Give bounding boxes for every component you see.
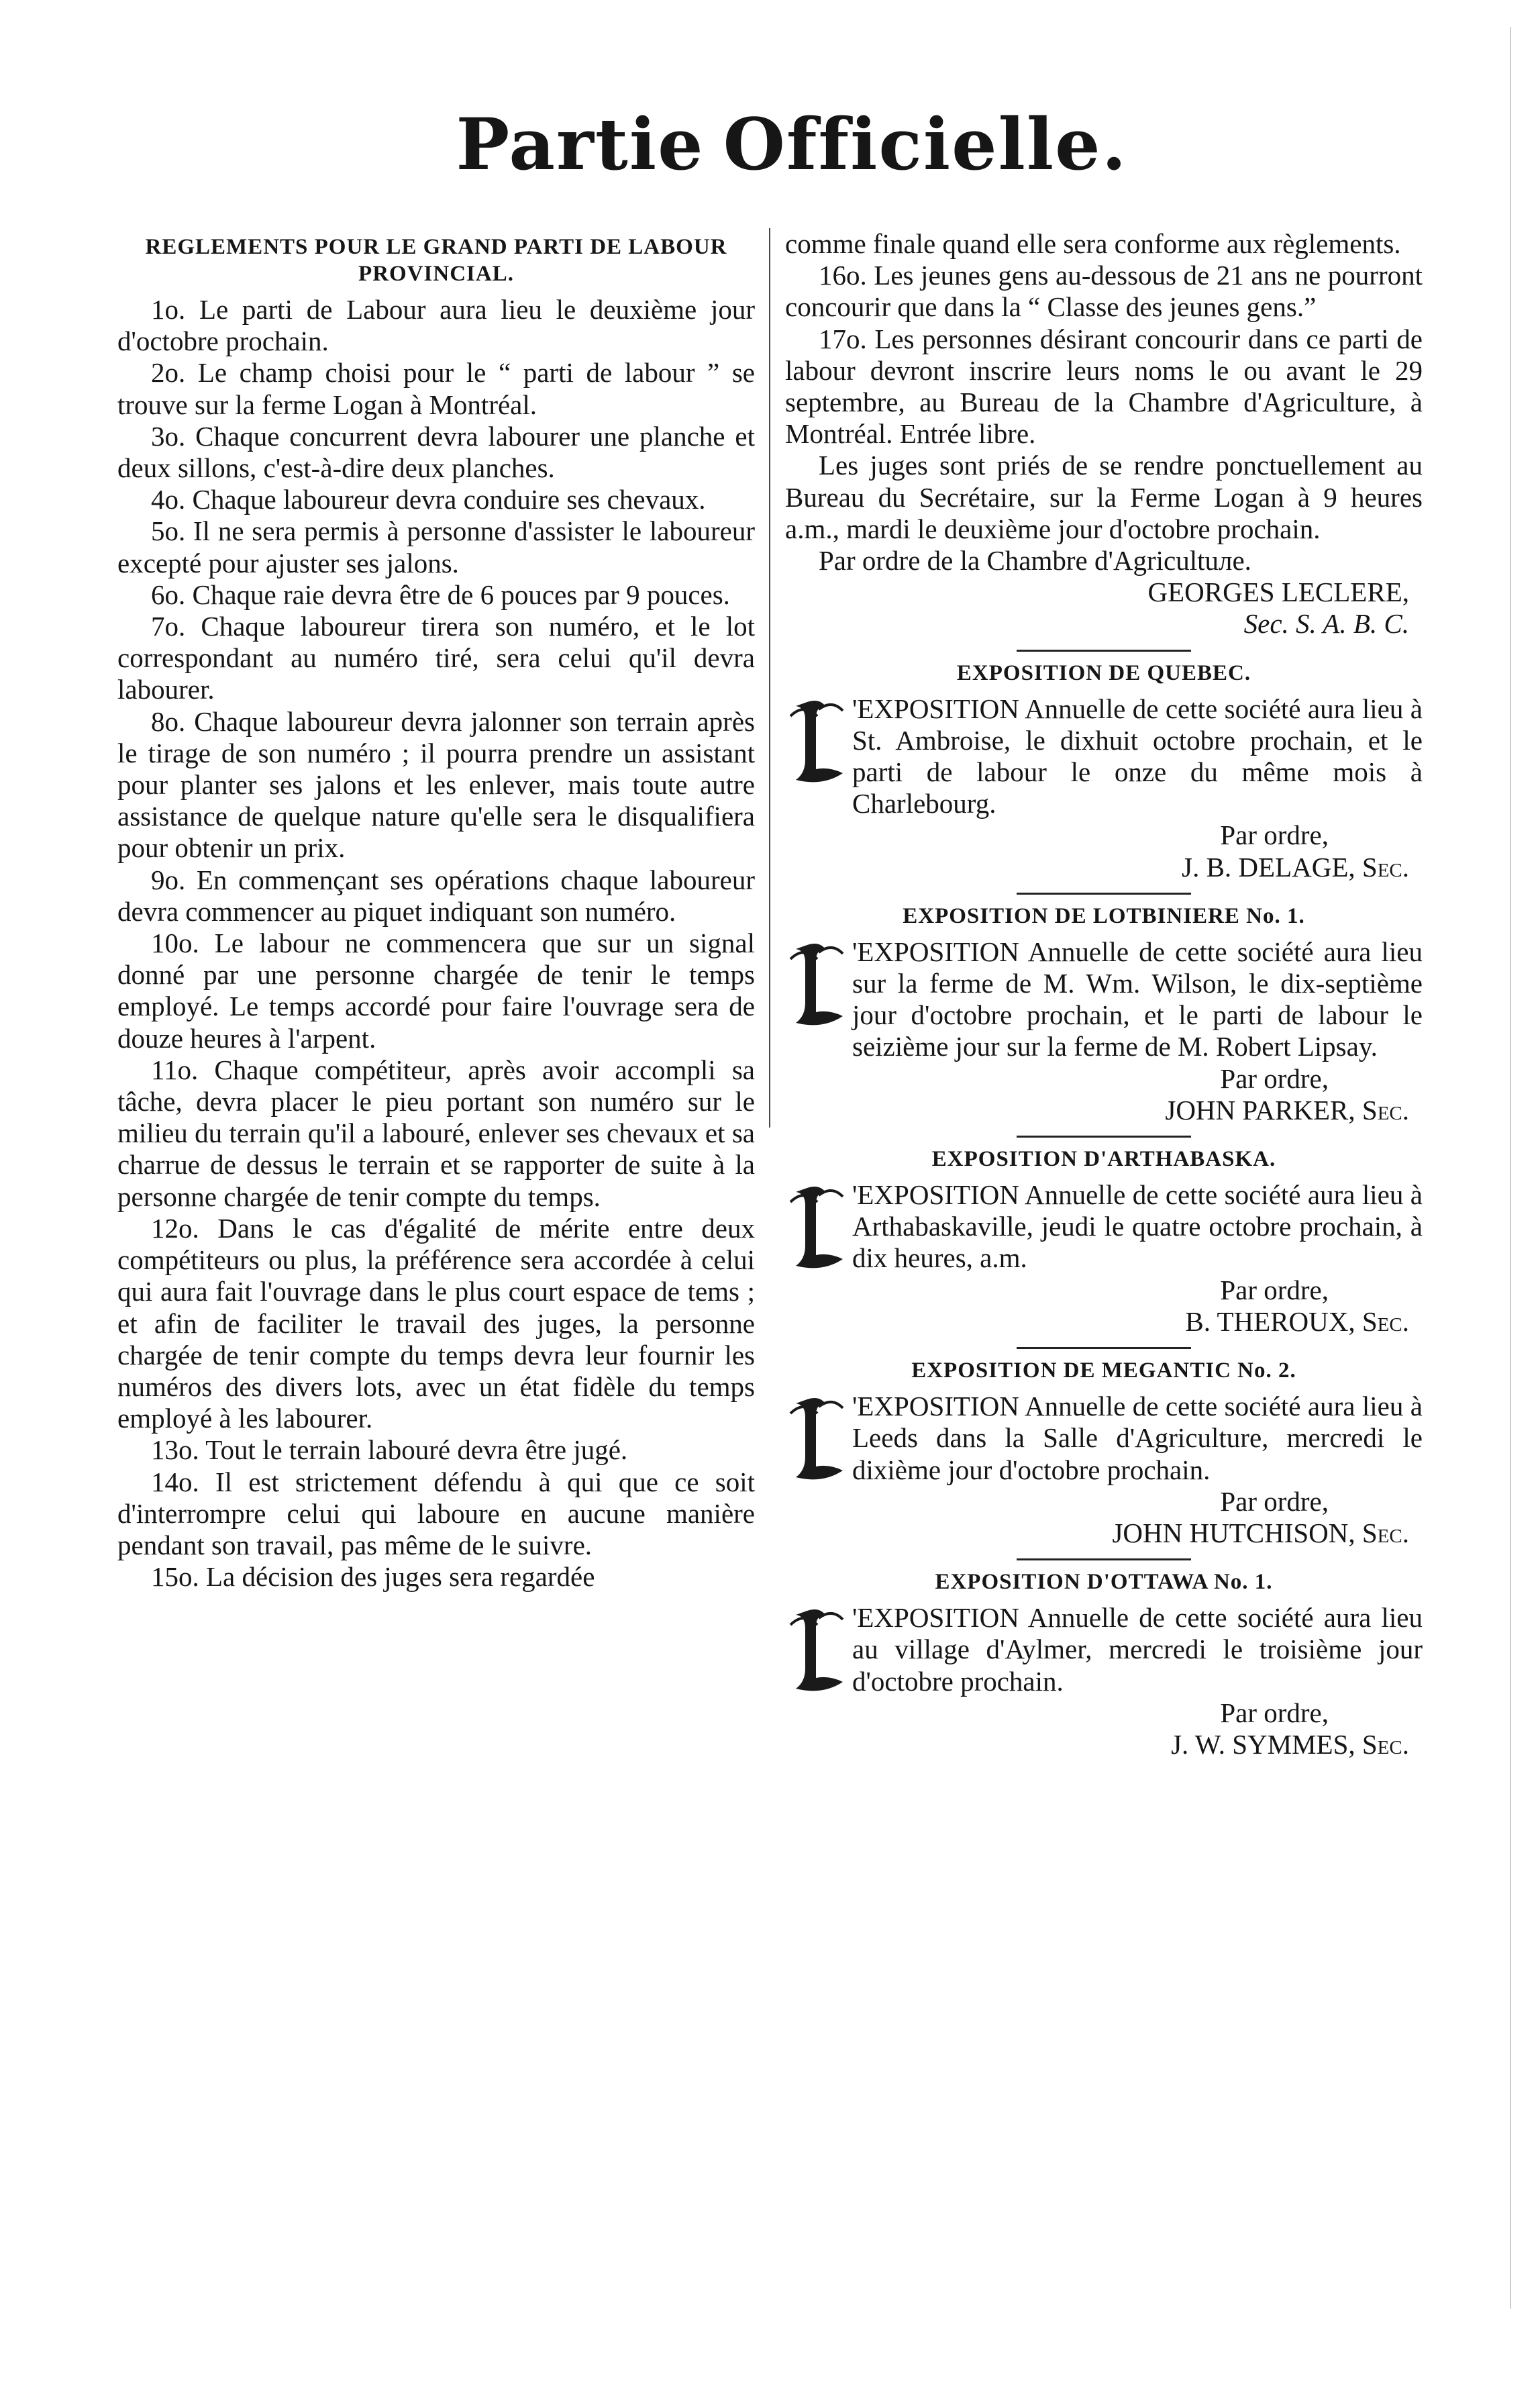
rules-heading: REGLEMENTS POUR LE GRAND PARTI DE LABOUR PROVINCIAL. — [145, 235, 727, 286]
ornamental-l-icon — [785, 1605, 848, 1697]
rule-16: 16o. Les jeunes gens au-dessous de 21 ans ne pourront concourir que dans la “ Classe des jeunes gens.” — [785, 260, 1423, 323]
section-rule — [1017, 650, 1191, 652]
right-column — [785, 228, 1423, 1760]
section-rule — [1017, 1558, 1191, 1560]
rule-8: 8o. Chaque laboureur devra jalonner son terrain après le tirage de son numéro ; il pourra prendre un assistant pour planter ses jalons et les enlever, mais toute autre assistance de quelque nature qu'elle sera le disqualifiera pour obtenir un prix. — [117, 705, 755, 864]
chamber-signer-title: Sec. S. A. B. C. — [1243, 608, 1409, 640]
column-divider — [769, 228, 770, 1128]
notice-body: 'EXPOSITION Annuelle de cette société aura lieu à Leeds dans la Salle d'Agriculture, mercredi le dixième jour d'octobre prochain. — [852, 1391, 1423, 1485]
header-left-word: Partie — [456, 102, 705, 186]
notice-signature: JOHN PARKER, Sec. — [1165, 1094, 1409, 1126]
notice-body: 'EXPOSITION Annuelle de cette société aura lieu à St. Ambroise, le dixhuit octobre prochain, et le parti de labour le onze du même mois à Charlebourg. — [852, 693, 1423, 819]
rule-11: 11o. Chaque compétiteur, après avoir accompli sa tâche, devra placer le pieu portant son numéro sur le milieu du terrain qu'il a labouré, enlever ses chevaux et sa charrue de dessus le terrain et se rapporter de suite à la personne chargée de tenir compte du temps. — [117, 1054, 755, 1212]
ornamental-l-icon — [785, 939, 848, 1032]
notice-par-ordre: Par ordre, — [1220, 1062, 1329, 1094]
notice-heading: EXPOSITION D'ARTHABASKA. — [931, 1147, 1276, 1172]
notice-signature: JOHN HUTCHISON, Sec. — [1112, 1517, 1409, 1548]
rule-2: 2o. Le champ choisi pour le “ parti de labour ” se trouve sur la ferme Logan à Montréal. — [117, 357, 755, 420]
page-header — [456, 67, 1128, 221]
judges-notice: Les juges sont priés de se rendre ponctuellement au Bureau du Secrétaire, sur la Ferme Logan à 9 heures a.m., mardi le deuxième jour d'octobre prochain. — [785, 450, 1423, 544]
section-rule — [1017, 1136, 1191, 1138]
notice-body: 'EXPOSITION Annuelle de cette société aura lieu au village d'Aylmer, mercredi le troisième jour d'octobre prochain. — [852, 1602, 1423, 1697]
chamber-order: Par ordre de la Chambre d'Agricultuле. — [819, 545, 1251, 577]
notice-par-ordre: Par ordre, — [1220, 1485, 1329, 1517]
rule-5: 5o. Il ne sera permis à personne d'assister le laboureur excepté pour ajuster ses jalons. — [117, 515, 755, 579]
rule-15: 15o. La décision des juges sera regardée — [151, 1561, 595, 1593]
section-rule — [1017, 1347, 1191, 1349]
page-edge-line — [1510, 27, 1511, 2309]
notice-lotbiniere — [785, 903, 1423, 1126]
notice-heading: EXPOSITION D'OTTAWA No. 1. — [935, 1570, 1273, 1595]
notice-megantic — [785, 1357, 1423, 1549]
rule-13: 13o. Tout le terrain labouré devra être jugé. — [151, 1434, 628, 1466]
rule-17: 17o. Les personnes désirant concourir dans ce parti de labour devront inscrire leurs noms le ou avant le 29 septembre, au Bureau de la Chambre d'Agriculture, à Montréal. Entrée libre. — [785, 323, 1423, 450]
rule-3: 3o. Chaque concurrent devra labourer une planche et deux sillons, c'est-à-dire deux planches. — [117, 420, 755, 484]
ornamental-l-icon — [785, 1182, 848, 1275]
notice-par-ordre: Par ordre, — [1220, 819, 1329, 851]
notice-signature: B. THEROUX, Sec. — [1185, 1305, 1409, 1337]
notice-body: 'EXPOSITION Annuelle de cette société aura lieu à Arthabaskaville, jeudi le quatre octobre prochain, à dix heures, a.m. — [852, 1179, 1423, 1274]
notice-body: 'EXPOSITION Annuelle de cette société aura lieu sur la ferme de M. Wm. Wilson, le dix-septième jour d'octobre prochain, et le parti de labour le seizième jour sur la ferme de M. Robert Lipsay. — [852, 936, 1423, 1062]
notice-heading: EXPOSITION DE MEGANTIC No. 2. — [911, 1358, 1296, 1383]
notice-arthabaska — [785, 1146, 1423, 1338]
notice-par-ordre: Par ordre, — [1220, 1697, 1329, 1728]
left-column — [117, 228, 755, 1593]
rule-9: 9o. En commençant ses opérations chaque laboureur devra commencer au piquet indiquant son numéro. — [117, 864, 755, 927]
notice-heading: EXPOSITION DE QUEBEC. — [956, 660, 1251, 685]
section-rule — [1017, 893, 1191, 895]
notice-ottawa — [785, 1568, 1423, 1760]
rule-10: 10o. Le labour ne commencera que sur un signal donné par une personne chargée de tenir le temps employé. Le temps accordé pour faire l'ouvrage sera de douze heures à l'arpent. — [117, 928, 755, 1054]
notice-signature: J. W. SYMMES, Sec. — [1171, 1728, 1409, 1760]
rule-12: 12o. Dans le cas d'égalité de mérite entre deux compétiteurs ou plus, la préférence sera accordée à celui qui aura fait l'ouvrage dans le plus court espace de tems ; et afin de faciliter le travail des juges, la personne chargée de tenir compte du temps devra leur fournir les numéros des divers lots, avec un état fidèle du temps employé à les labourer. — [117, 1212, 755, 1434]
chamber-signer-name: GEORGES LECLERE, — [1147, 577, 1409, 608]
rule-6: 6o. Chaque raie devra être de 6 pouces par 9 pouces. — [151, 579, 730, 610]
rule-7: 7o. Chaque laboureur tirera son numéro, et le lot correspondant au numéro tiré, sera celui qu'il devra labourer. — [117, 611, 755, 705]
notice-signature: J. B. DELAGE, Sec. — [1182, 851, 1409, 883]
header-right-word: Officielle. — [723, 102, 1128, 186]
notice-quebec — [785, 660, 1423, 883]
notice-par-ordre: Par ordre, — [1220, 1274, 1329, 1305]
rule-1: 1o. Le parti de Labour aura lieu le deuxième jour d'octobre prochain. — [117, 294, 755, 357]
rule-14: 14o. Il est strictement défendu à qui que ce soit d'interrompre celui qui laboure en aucune manière pendant son travail, pas même de le suivre. — [117, 1466, 755, 1560]
rule-4: 4o. Chaque laboureur devra conduire ses chevaux. — [151, 484, 706, 515]
rule-15-continuation: comme finale quand elle sera conforme aux règlements. — [785, 228, 1401, 259]
ornamental-l-icon — [785, 696, 848, 789]
ornamental-l-icon — [785, 1393, 848, 1486]
notice-heading: EXPOSITION DE LOTBINIERE No. 1. — [903, 903, 1305, 928]
